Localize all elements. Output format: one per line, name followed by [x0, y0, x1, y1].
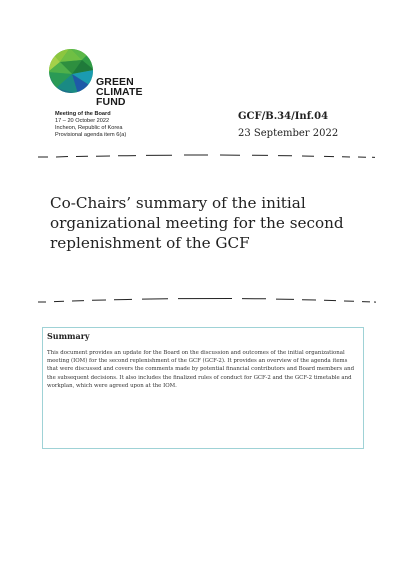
logo-word-climate: CLIMATE — [96, 86, 143, 98]
meeting-title: Meeting of the Board — [55, 111, 111, 117]
summary-body: This document provides an update for the Board on the discussion and outcomes of the initial organizational meeting (IOM) for the second replenishment of the GCF (GCF-2). It provides an overview of the agenda items that were discussed and covers the comments made by potential financial contributors and Board members and the subsequent decisions. It also includes the finalized rules of conduct for GCF-2 and the GCF-2 timetable and workplan, which were agreed upon at the IOM. — [47, 350, 355, 389]
document-title: Co-Chairs’ summary of the initial organizational meeting for the second replenishment of the GCF — [50, 194, 344, 252]
title-divider-rule — [36, 296, 376, 304]
header-divider-rule — [36, 152, 376, 160]
gcf-globe-logo-icon — [48, 48, 94, 94]
meeting-agenda-item: Provisional agenda item 6(a) — [55, 132, 127, 138]
summary-heading: Summary — [47, 331, 90, 341]
document-reference: GCF/B.34/Inf.04 — [238, 111, 329, 122]
summary-box — [42, 327, 364, 449]
logo-word-green: GREEN — [96, 76, 134, 88]
meeting-location: Incheon, Republic of Korea — [55, 125, 123, 131]
document-date: 23 September 2022 — [238, 128, 339, 139]
logo-word-fund: FUND — [96, 96, 126, 108]
gcf-logo — [48, 48, 148, 110]
meeting-dates: 17 – 20 October 2022 — [55, 118, 110, 124]
meeting-info — [55, 111, 225, 139]
